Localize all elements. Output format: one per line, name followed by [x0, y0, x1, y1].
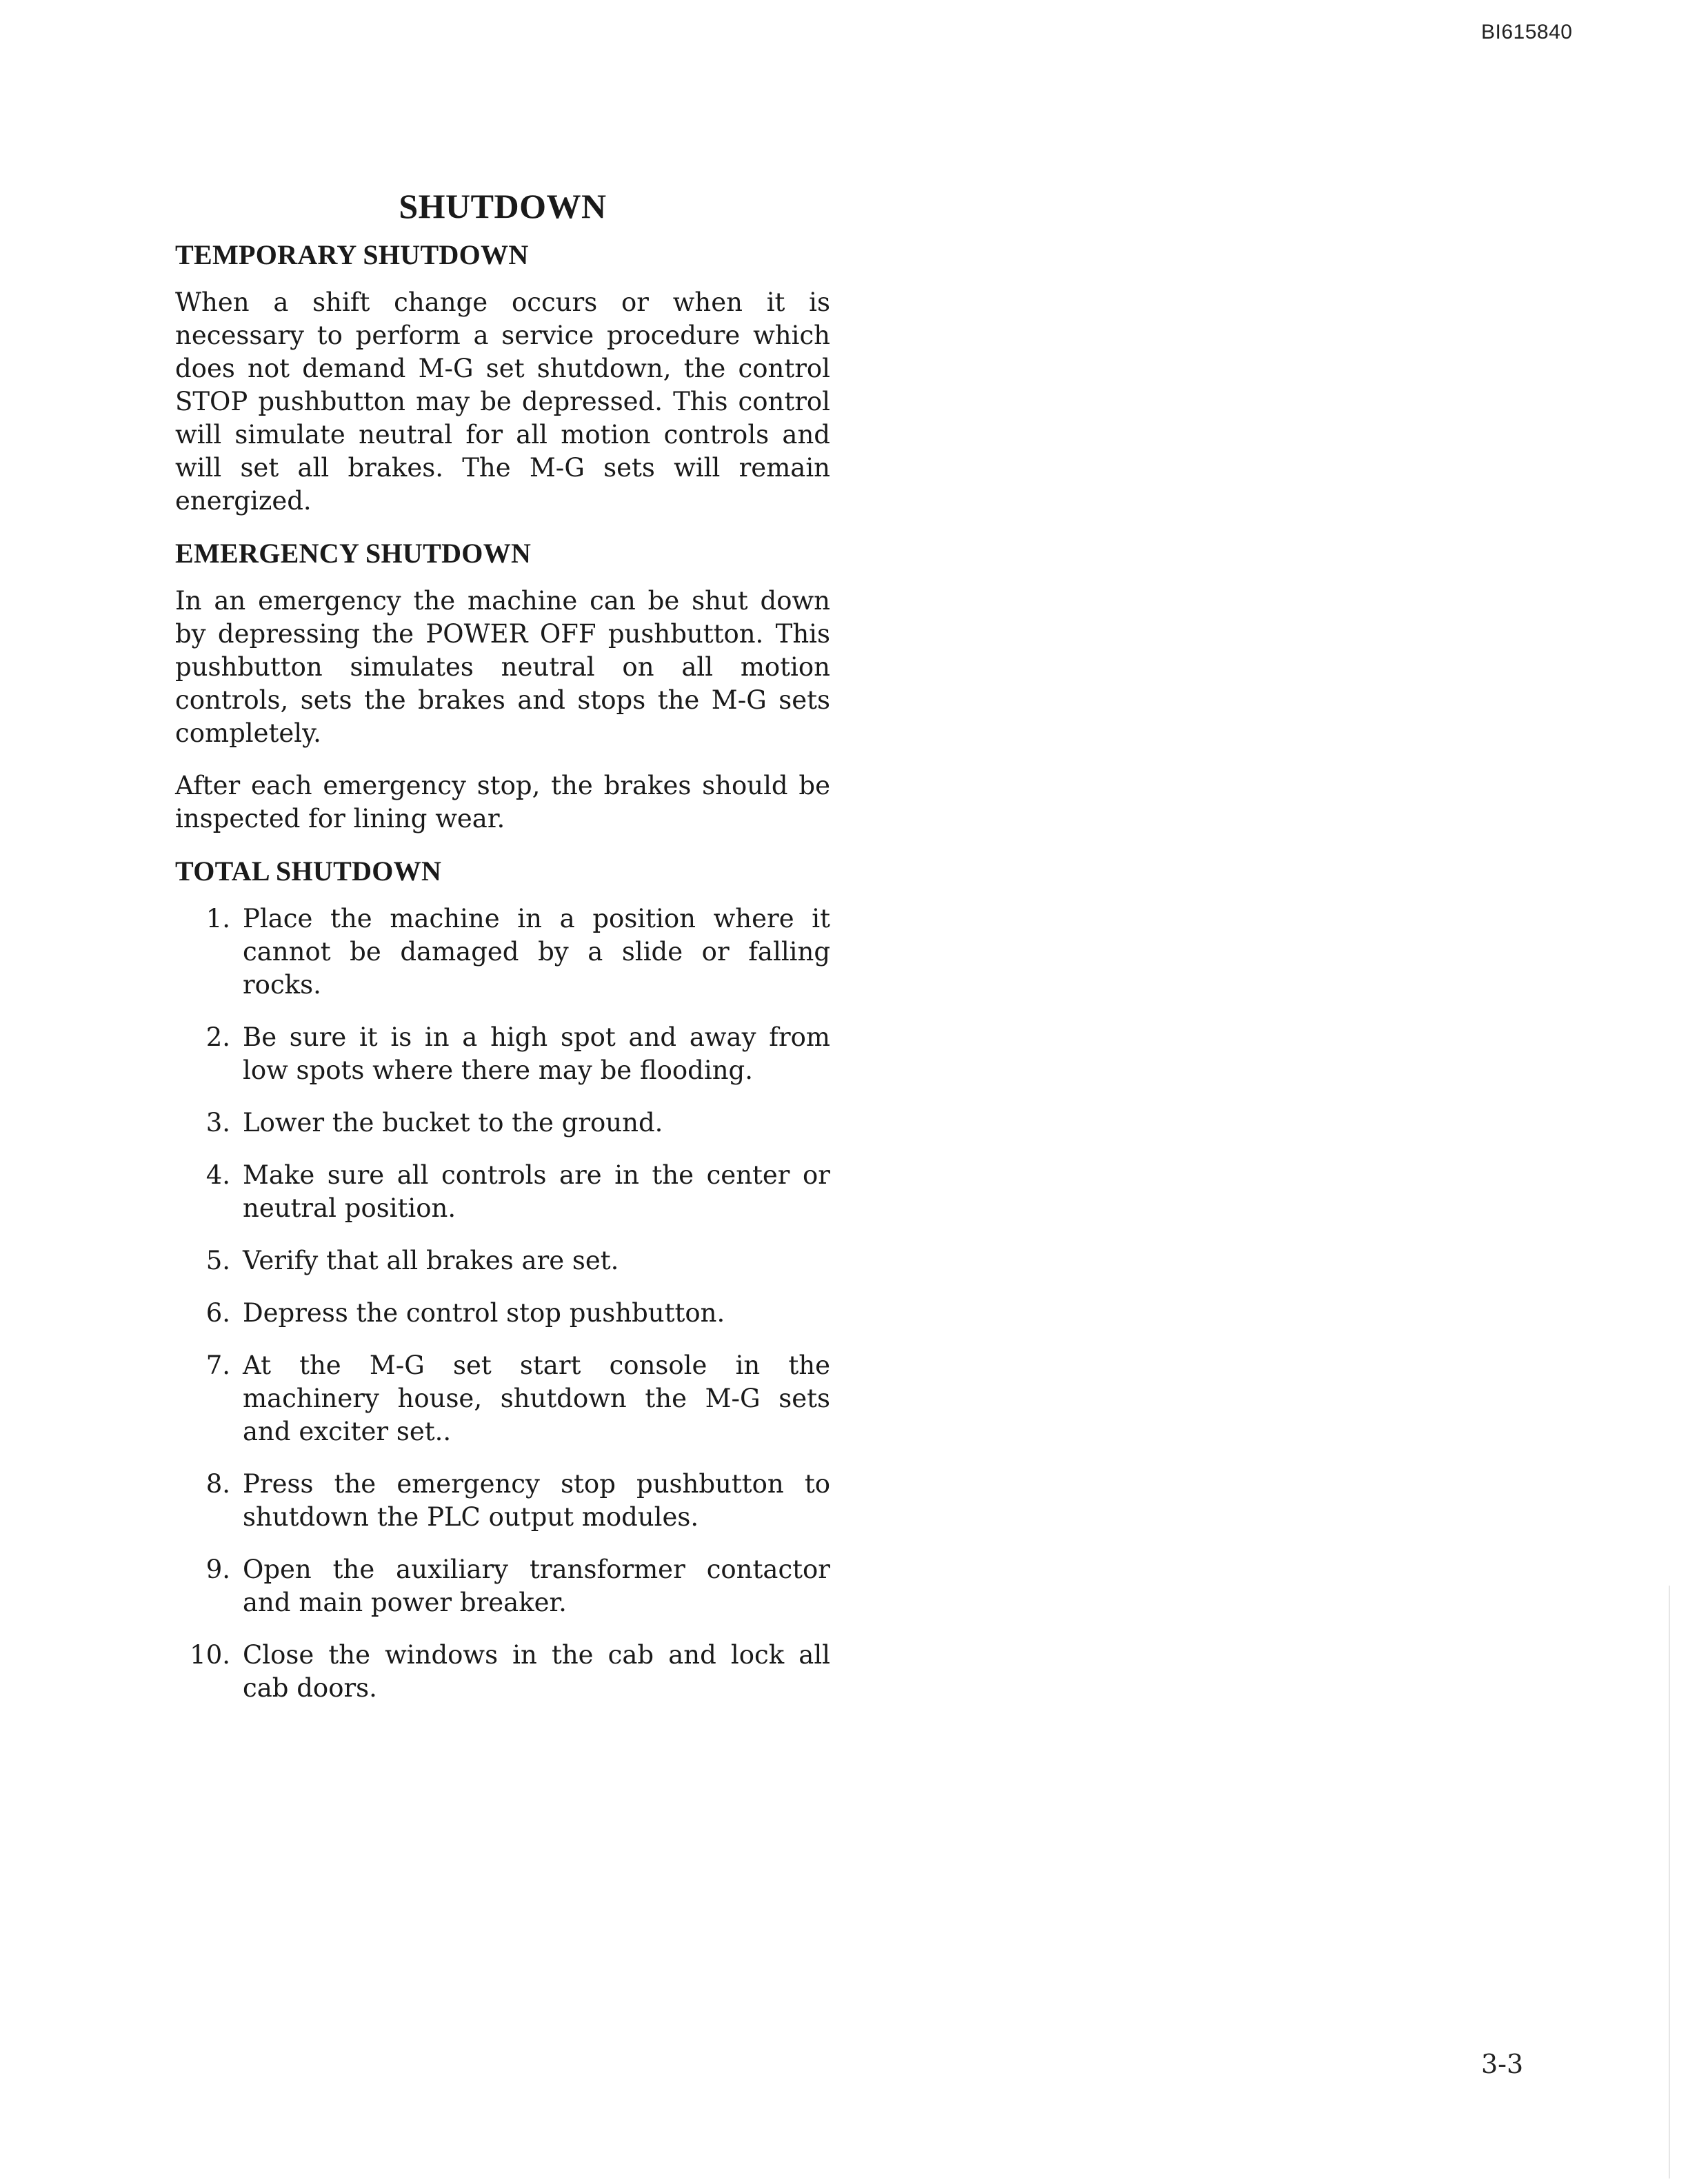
step-number: 2. — [205, 1022, 230, 1052]
step-item — [175, 1553, 830, 1619]
content-column — [175, 186, 830, 1724]
step-item — [175, 1349, 830, 1448]
scan-edge-line — [1669, 1586, 1670, 2178]
step-item — [175, 902, 830, 1002]
step-text: Open the auxiliary transformer contactor and main power breaker. — [243, 1555, 830, 1617]
step-number: 3. — [205, 1108, 230, 1138]
step-number: 10. — [190, 1640, 230, 1670]
step-number: 7. — [205, 1351, 230, 1380]
temporary-shutdown-section — [175, 239, 830, 518]
step-text: Press the emergency stop pushbutton to shutdown the PLC output modules. — [243, 1469, 830, 1532]
step-text: Close the windows in the cab and lock all cab doors. — [243, 1640, 830, 1703]
page-number: 3-3 — [1481, 2049, 1524, 2079]
step-item — [175, 1159, 830, 1225]
emergency-shutdown-heading: EMERGENCY SHUTDOWN — [175, 538, 532, 569]
step-item — [175, 1639, 830, 1705]
step-number: 5. — [205, 1246, 230, 1275]
document-id: BI615840 — [1481, 21, 1573, 43]
temporary-shutdown-paragraph: When a shift change occurs or when it is necessary to perform a service procedure which does not demand M-G set shutdown, the control STOP pushbutton may be depressed. This control will simulate neutral for all motion controls and will set all brakes. The M-G sets will remain energized. — [175, 287, 830, 516]
step-item — [175, 1468, 830, 1534]
step-text: Verify that all brakes are set. — [243, 1246, 619, 1275]
total-shutdown-steps — [175, 902, 830, 1705]
step-number: 4. — [205, 1160, 230, 1190]
emergency-shutdown-section — [175, 537, 830, 836]
step-item — [175, 1297, 830, 1330]
page-title: SHUTDOWN — [399, 187, 607, 225]
step-number: 8. — [205, 1469, 230, 1499]
total-shutdown-heading: TOTAL SHUTDOWN — [175, 856, 442, 887]
temporary-shutdown-heading: TEMPORARY SHUTDOWN — [175, 239, 529, 270]
step-text: Depress the control stop pushbutton. — [243, 1298, 725, 1328]
emergency-inspection-paragraph: After each emergency stop, the brakes should be inspected for lining wear. — [175, 771, 830, 833]
step-text: At the M-G set start console in the machinery house, shutdown the M-G sets and exciter set.. — [243, 1351, 830, 1446]
step-item — [175, 1244, 830, 1277]
step-text: Make sure all controls are in the center or neutral position. — [243, 1160, 830, 1223]
step-text: Place the machine in a position where it cannot be damaged by a slide or falling rocks. — [243, 904, 830, 1000]
step-item — [175, 1106, 830, 1140]
step-text: Be sure it is in a high spot and away from low spots where there may be flooding. — [243, 1022, 830, 1085]
step-text: Lower the bucket to the ground. — [243, 1108, 663, 1138]
step-number: 9. — [205, 1555, 230, 1584]
step-item — [175, 1021, 830, 1087]
emergency-shutdown-paragraph: In an emergency the machine can be shut down by depressing the POWER OFF pushbutton. This pushbutton simulates neutral on all motion controls, sets the brakes and stops the M-G sets completely. — [175, 586, 830, 748]
step-number: 1. — [205, 904, 230, 933]
total-shutdown-section — [175, 855, 830, 1705]
step-number: 6. — [205, 1298, 230, 1328]
